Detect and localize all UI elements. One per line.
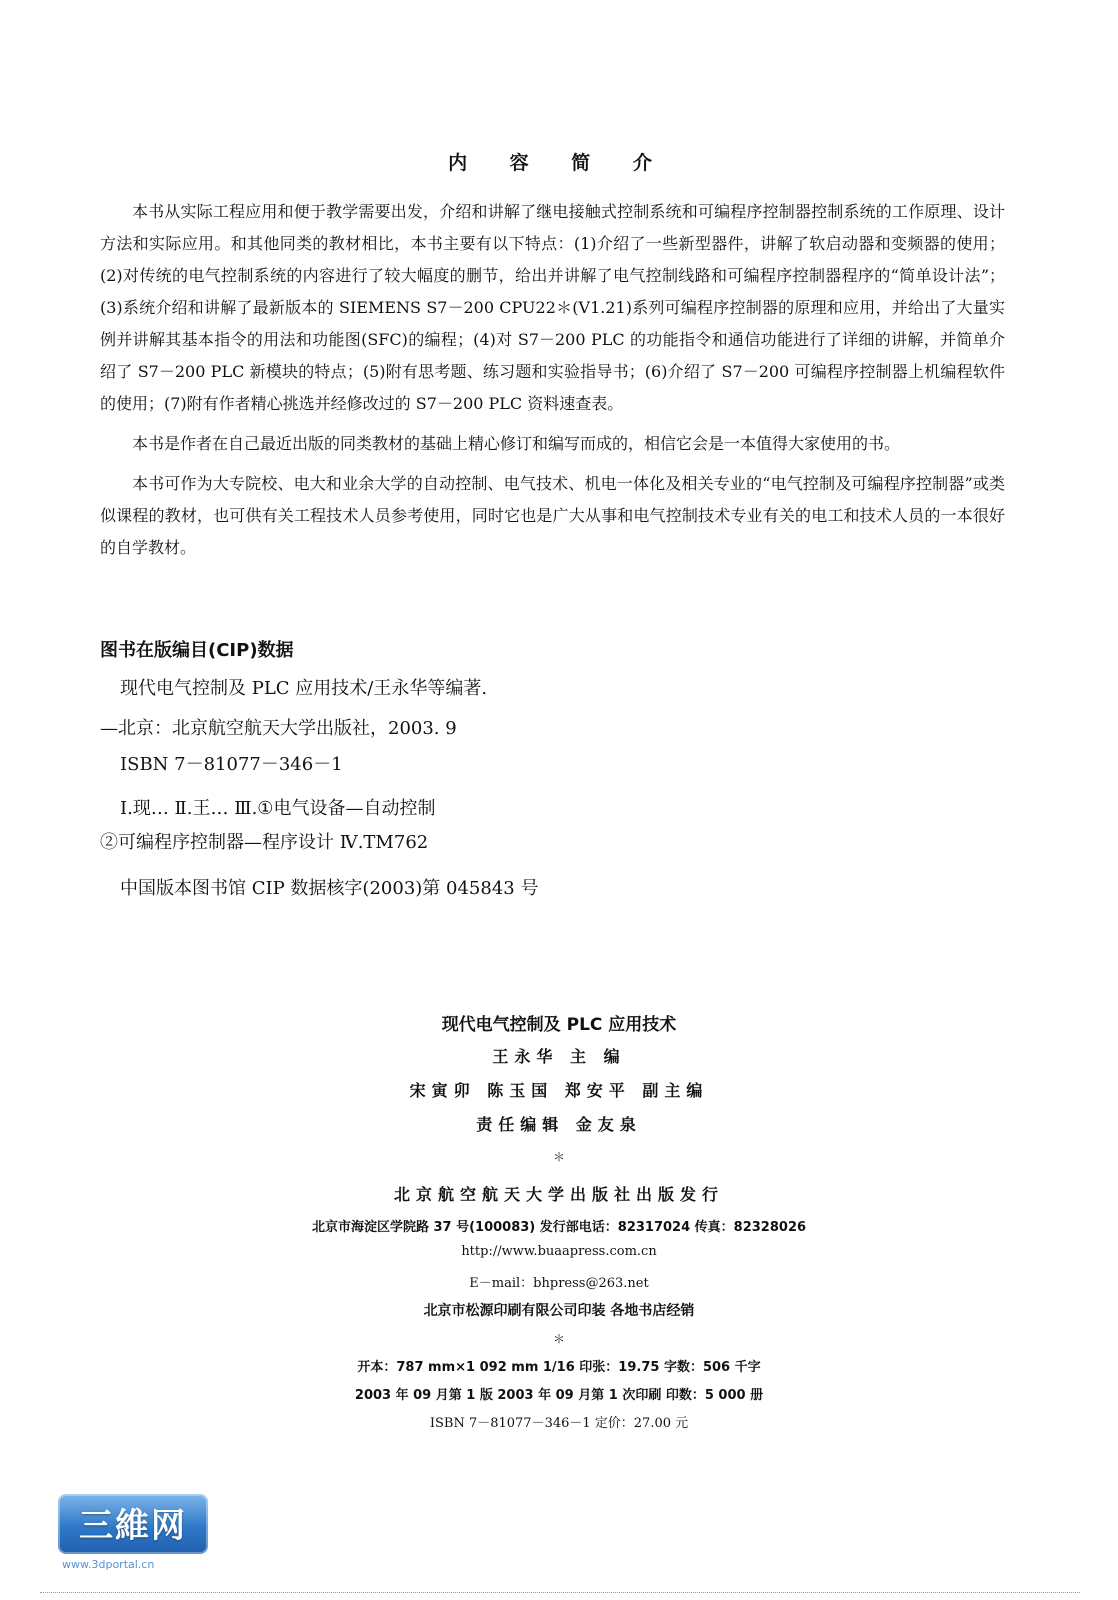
intro-paragraph-3: 本书可作为大专院校、电大和业余大学的自动控制、电气技术、机电一体化及相关专业的“电气控制及可编程序控制器”或类似课程的教材，也可供有关工程技术人员参考使用，同时它也是广大从事和电气控制技术专业有关的电工和技术人员的一本很好的自学教材。 (100, 474, 1005, 557)
colophon-format: 开本：787 mm×1 092 mm 1/16 印张：19.75 字数：506 千字 (357, 1360, 761, 1375)
colophon-book-title: 现代电气控制及 PLC 应用技术 (441, 1015, 677, 1035)
colophon-deputy-editors: 宋寅卯 陈玉国 郑安平 副主编 (409, 1081, 709, 1100)
cip-classification-line: Ⅰ.现… Ⅱ.王… Ⅲ.①电气设备—自动控制 (120, 798, 436, 819)
colophon-separator-star: ＊ (552, 1150, 565, 1164)
colophon-email: E－mail：bhpress@263.net (469, 1276, 649, 1291)
cip-title-line: 现代电气控制及 PLC 应用技术/王永华等编著. (120, 678, 488, 699)
intro-paragraph-1: 本书从实际工程应用和便于教学需要出发，介绍和讲解了继电接触式控制系统和可编程序控制器控制系统的工作原理、设计方法和实际应用。和其他同类的教材相比，本书主要有以下特点：(1)介绍了一些新型器件，讲解了软启动器和变频器的使用；(2)对传统的电气控制系统的内容进行了较大幅度的删节，给出并讲解了电气控制线路和可编程序控制器程序的“简单设计法”；(3)系统介绍和讲解了最新版本的 SIEMENS S7－200 CPU22＊(V1.21)系列可编程序控制器的原理和应用，并给出了大量实例并讲解其基本指令的用法和功能图(SFC)的编程；(4)对 S7－200 PLC 的功能指令和通信功能进行了详细的讲解，并简单介绍了 S7－200 PLC 新模块的特点；(5)附有思考题、练习题和实验指导书；(6)介绍了 S7－200 可编程序控制器上机编程软件的使用；(7)附有作者精心挑选并经修改过的 S7－200 PLC 资料速查表。 (100, 202, 1005, 413)
colophon-address: 北京市海淀区学院路 37 号(100083) 发行部电话：82317024 传真：82328026 (311, 1220, 807, 1235)
watermark-logo-text: 三維网 (79, 1506, 187, 1546)
intro-section (100, 196, 1005, 572)
cip-record-line: 中国版本图书馆 CIP 数据核字(2003)第 045843 号 (120, 878, 539, 899)
cip-classification-line-2: ②可编程序控制器—程序设计 Ⅳ.TM762 (100, 832, 429, 853)
colophon-publisher: 北京航空航天大学出版社出版发行 (393, 1185, 724, 1204)
cip-publisher-line: —北京：北京航空航天大学出版社，2003. 9 (100, 718, 457, 739)
colophon-chief-editor: 王永华 主 编 (492, 1047, 626, 1066)
bottom-divider (40, 1592, 1080, 1594)
cip-isbn-line: ISBN 7－81077－346－1 (120, 754, 343, 775)
watermark-url: www.3dportal.cn (62, 1558, 155, 1571)
colophon-website: http://www.buaapress.com.cn (461, 1244, 657, 1259)
colophon-responsible-editor: 责任编辑 金友泉 (476, 1115, 642, 1134)
watermark-logo (58, 1494, 208, 1554)
intro-paragraph-2: 本书是作者在自己最近出版的同类教材的基础上精心修订和编写而成的，相信它会是一本值得大家使用的书。 (132, 434, 901, 453)
colophon-isbn-price: ISBN 7－81077－346－1 定价：27.00 元 (429, 1416, 689, 1431)
colophon-separator-star-2: ＊ (552, 1332, 565, 1346)
colophon-edition: 2003 年 09 月第 1 版 2003 年 09 月第 1 次印刷 印数：5 000 册 (354, 1388, 764, 1403)
cip-heading: 图书在版编目(CIP)数据 (100, 640, 294, 661)
colophon-printer: 北京市松源印刷有限公司印装 各地书店经销 (423, 1303, 695, 1319)
page-title: 内 容 简 介 (448, 152, 670, 174)
